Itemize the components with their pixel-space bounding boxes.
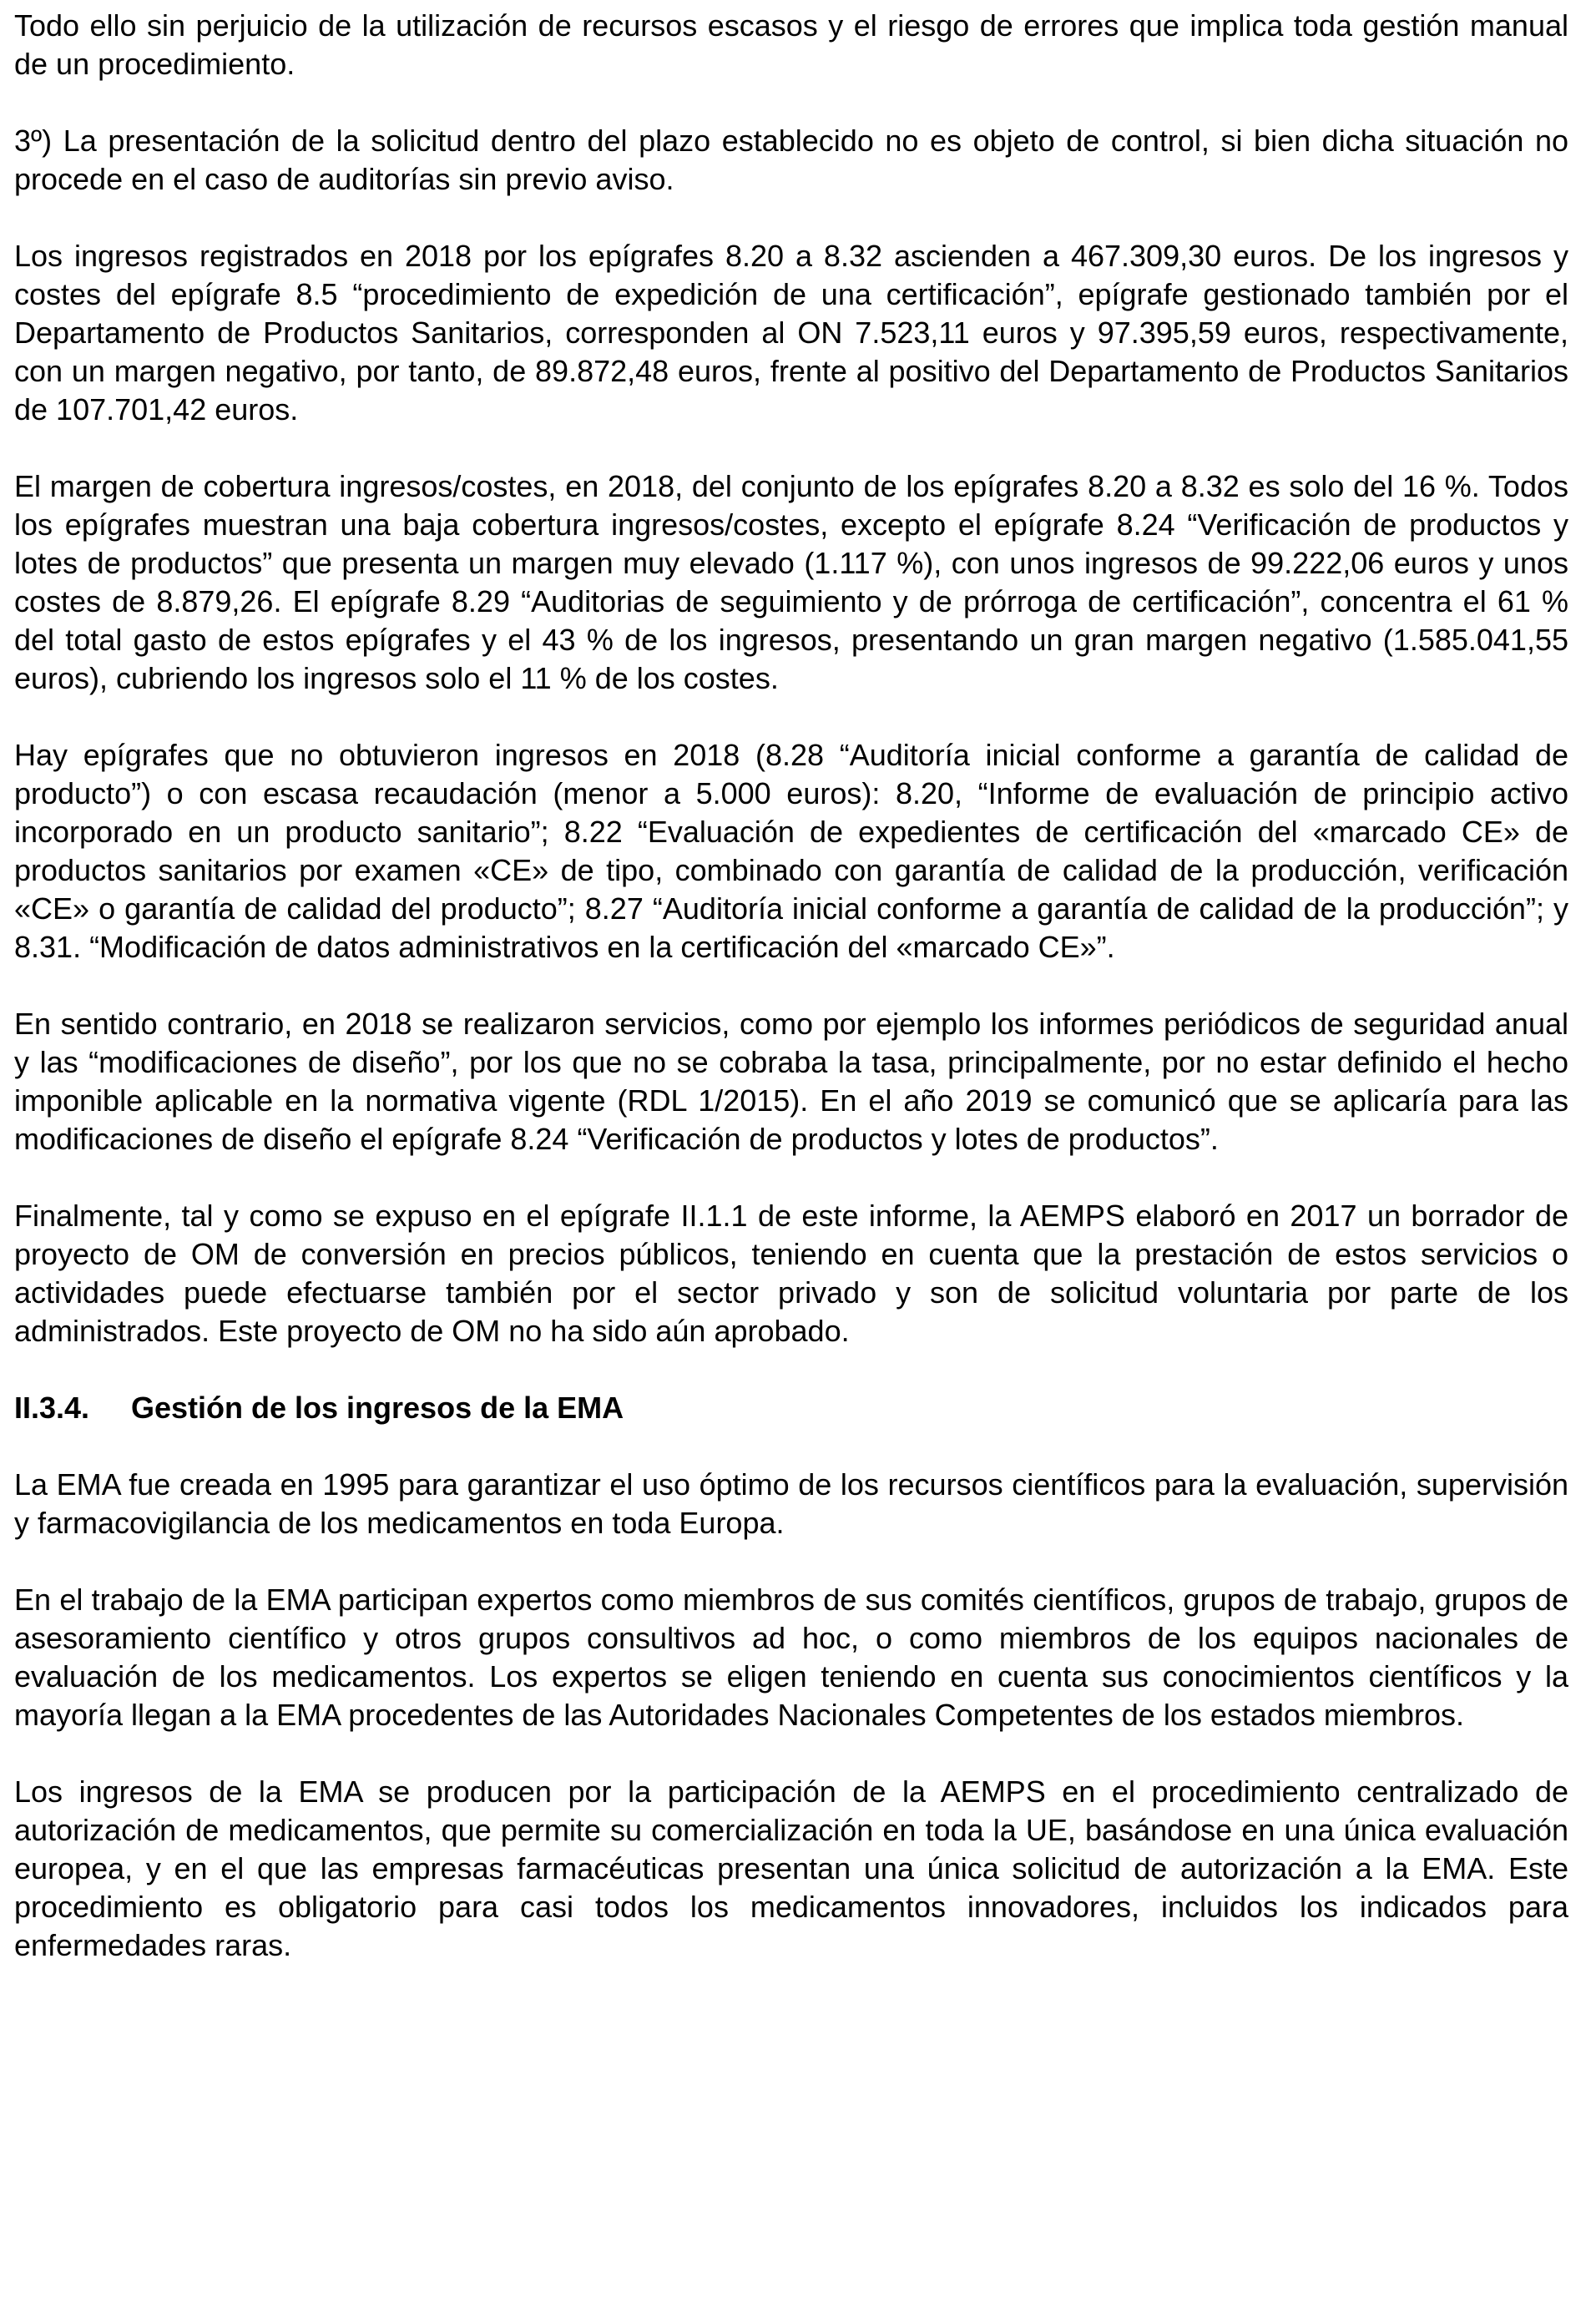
- paragraph-uncharged-services: En sentido contrario, en 2018 se realizaron servicios, como por ejemplo los informes periódicos de seguridad anual y las “modificaciones de diseño”, por los que no se cobraba la tasa, principalmente, por no estar definido el hecho imponible aplicable en la normativa vigente (RDL 1/2015). En el año 2019 se comunicó que se aplicaría para las modificaciones de diseño el epígrafe 8.24 “Verificación de productos y lotes de productos”.: [14, 1007, 1568, 1156]
- paragraph-2018-revenue: Los ingresos registrados en 2018 por los epígrafes 8.20 a 8.32 ascienden a 467.309,30 euros. De los ingresos y costes del epígrafe 8.5 “procedimiento de expedición de una certificación”, epígrafe gestionado también por el Departamento de Productos Sanitarios, corresponden al ON 7.523,11 euros y 97.395,59 euros, respectivamente, con un margen negativo, por tanto, de 89.872,48 euros, frente al positivo del Departamento de Productos Sanitarios de 107.701,42 euros.: [14, 239, 1568, 427]
- section-number: II.3.4.: [14, 1391, 90, 1425]
- section-heading: [14, 1389, 1568, 1427]
- section-title: Gestión de los ingresos de la EMA: [131, 1391, 624, 1425]
- paragraph-application-deadline: 3º) La presentación de la solicitud dentro del plazo establecido no es objeto de control, si bien dicha situación no procede en el caso de auditorías sin previo aviso.: [14, 124, 1568, 196]
- paragraph-ema-experts: En el trabajo de la EMA participan expertos como miembros de sus comités científicos, grupos de trabajo, grupos de asesoramiento científico y otros grupos consultivos ad hoc, o como miembros de los equipos nacionales de evaluación de los medicamentos. Los expertos se eligen teniendo en cuenta sus conocimientos científicos y la mayoría llegan a la EMA procedentes de las Autoridades Nacionales Competentes de los estados miembros.: [14, 1583, 1568, 1732]
- paragraph-no-revenue-items: Hay epígrafes que no obtuvieron ingresos en 2018 (8.28 “Auditoría inicial conforme a garantía de calidad de producto”) o con escasa recaudación (menor a 5.000 euros): 8.20, “Informe de evaluación de principio activo incorporado en un producto sanitario”; 8.22 “Evaluación de expedientes de certificación del «marcado CE» de productos sanitarios por examen «CE» de tipo, combinado con garantía de calidad de la producción, verificación «CE» o garantía de calidad del producto”; 8.27 “Auditoría inicial conforme a garantía de calidad de la producción”; y 8.31. “Modificación de datos administrativos en la certificación del «marcado CE»”.: [14, 738, 1568, 964]
- paragraph-om-draft: Finalmente, tal y como se expuso en el epígrafe II.1.1 de este informe, la AEMPS elaboró en 2017 un borrador de proyecto de OM de conversión en precios públicos, teniendo en cuenta que la prestación de estos servicios o actividades puede efectuarse también por el sector privado y son de solicitud voluntaria por parte de los administrados. Este proyecto de OM no ha sido aún aprobado.: [14, 1199, 1568, 1348]
- paragraph-ema-revenue: Los ingresos de la EMA se producen por la participación de la AEMPS en el procedimiento centralizado de autorización de medicamentos, que permite su comercialización en toda la UE, basándose en una única evaluación europea, y en el que las empresas farmacéuticas presentan una única solicitud de autorización a la EMA. Este procedimiento es obligatorio para casi todos los medicamentos innovadores, incluidos los indicados para enfermedades raras.: [14, 1774, 1568, 1962]
- paragraph-ema-creation: La EMA fue creada en 1995 para garantizar el uso óptimo de los recursos científicos para la evaluación, supervisión y farmacovigilancia de los medicamentos en toda Europa.: [14, 1467, 1568, 1540]
- paragraph-resource-risk: Todo ello sin perjuicio de la utilización de recursos escasos y el riesgo de errores que implica toda gestión manual de un procedimiento.: [14, 8, 1568, 81]
- paragraph-coverage-margin: El margen de cobertura ingresos/costes, en 2018, del conjunto de los epígrafes 8.20 a 8.32 es solo del 16 %. Todos los epígrafes muestran una baja cobertura ingresos/costes, excepto el epígrafe 8.24 “Verificación de productos y lotes de productos” que presenta un margen muy elevado (1.117 %), con unos ingresos de 99.222,06 euros y unos costes de 8.879,26. El epígrafe 8.29 “Auditorias de seguimiento y de prórroga de certificación”, concentra el 61 % del total gasto de estos epígrafes y el 43 % de los ingresos, presentando un gran margen negativo (1.585.041,55 euros), cubriendo los ingresos solo el 11 % de los costes.: [14, 469, 1568, 695]
- document-page: [14, 7, 1568, 2003]
